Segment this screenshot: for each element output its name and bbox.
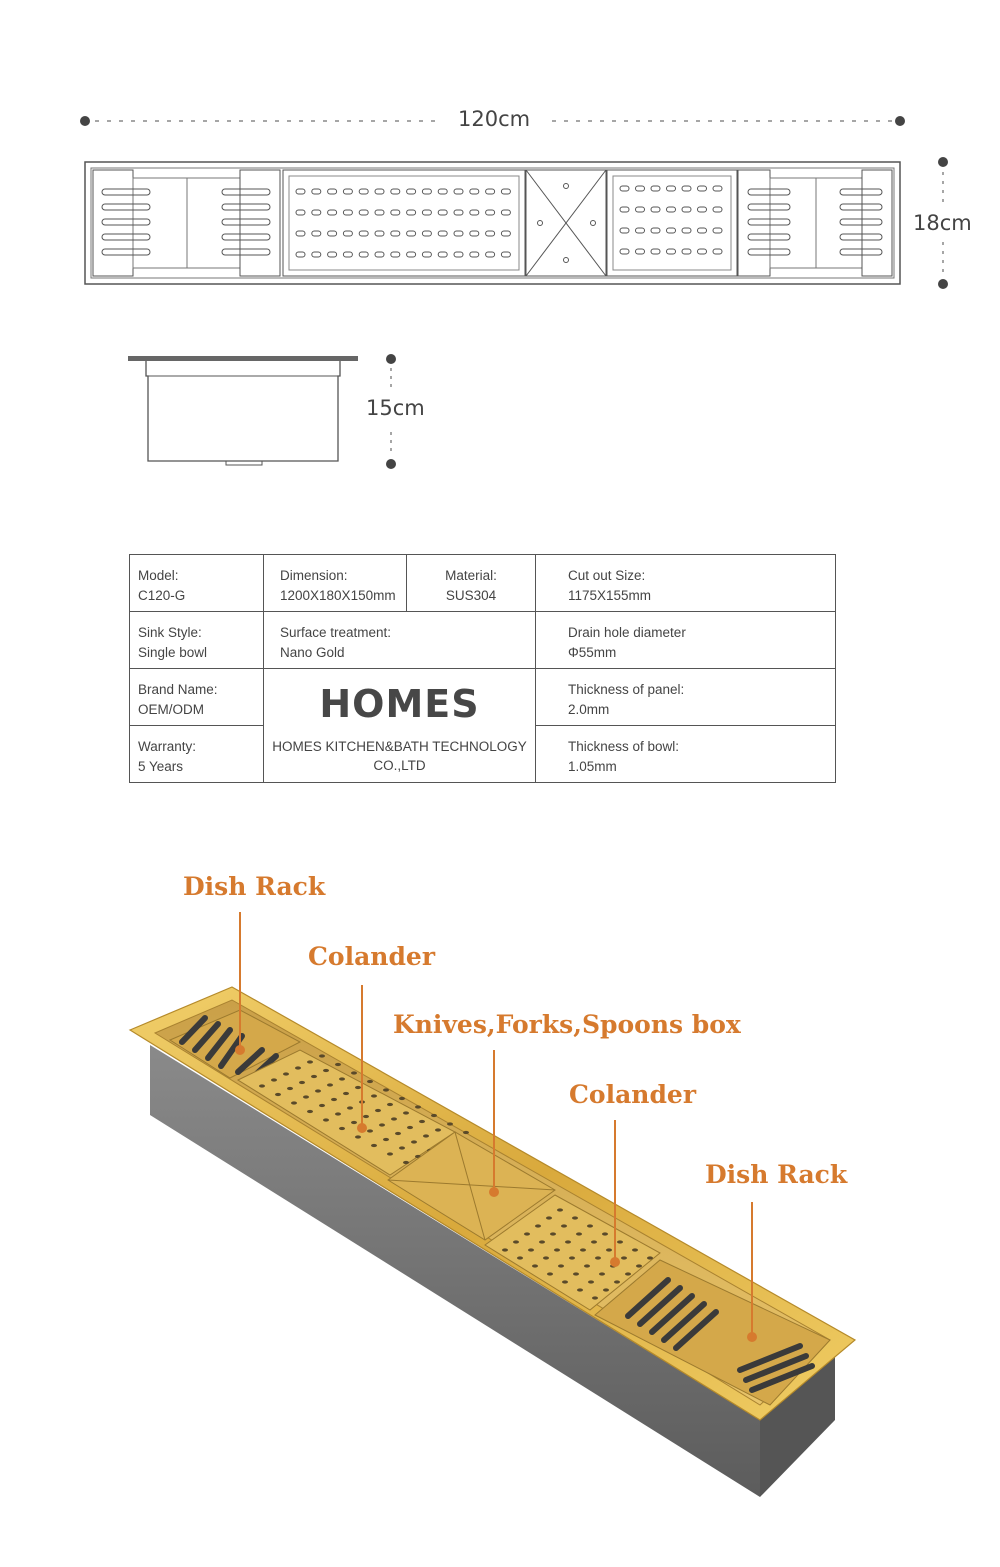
perforation-hole <box>501 189 510 194</box>
perforation-hole <box>283 1072 289 1075</box>
perforation-hole <box>557 1208 563 1211</box>
perforation-hole <box>572 1216 578 1219</box>
perforation-hole <box>470 231 479 236</box>
perforation-hole <box>375 1109 381 1112</box>
perforation-hole <box>454 231 463 236</box>
perforation-hole <box>391 252 400 257</box>
spec-table <box>129 554 836 783</box>
width-dimension-label: 18cm <box>913 211 972 235</box>
perforation-hole <box>554 1248 560 1251</box>
perforation-hole <box>698 249 707 254</box>
perforation-hole <box>569 1256 575 1259</box>
spec-cutout: Cut out Size: 1175X155mm <box>536 555 836 612</box>
perforation-hole <box>517 1256 523 1259</box>
perforation-hole <box>291 1101 297 1104</box>
top-view-drawing <box>0 0 1000 300</box>
perforation-hole <box>395 1132 401 1135</box>
perforation-hole <box>296 252 305 257</box>
callout-dish-rack-left: Dish Rack <box>183 872 326 901</box>
perforation-hole <box>303 1095 309 1098</box>
perforation-hole <box>387 1152 393 1155</box>
perforation-hole <box>580 1248 586 1251</box>
perforation-hole <box>375 231 384 236</box>
perforation-hole <box>636 207 645 212</box>
perforation-hole <box>595 1256 601 1259</box>
perforation-hole <box>470 252 479 257</box>
perforation-hole <box>407 1126 413 1129</box>
perforation-hole <box>535 1224 541 1227</box>
perforation-hole <box>391 210 400 215</box>
spec-surface: Surface treatment: Nano Gold <box>264 612 536 669</box>
perforation-hole <box>307 1060 313 1063</box>
perforation-hole <box>422 210 431 215</box>
perforation-hole <box>407 252 416 257</box>
perforation-hole <box>328 210 337 215</box>
perforation-hole <box>621 1256 627 1259</box>
perforation-hole <box>651 228 660 233</box>
perforation-hole <box>359 210 368 215</box>
perforation-hole <box>312 231 321 236</box>
perforation-hole <box>375 252 384 257</box>
perforation-hole <box>543 1256 549 1259</box>
perforation-hole <box>359 189 368 194</box>
perforation-hole <box>513 1240 519 1243</box>
perforation-hole <box>296 189 305 194</box>
perforation-hole <box>636 186 645 191</box>
perforation-hole <box>399 1097 405 1100</box>
perforation-hole <box>486 252 495 257</box>
callout-colander-left: Colander <box>308 942 436 971</box>
perforation-hole <box>343 231 352 236</box>
perforation-hole <box>486 231 495 236</box>
perforation-hole <box>447 1122 453 1125</box>
perforation-hole <box>614 1280 620 1283</box>
perforation-hole <box>558 1264 564 1267</box>
perforation-hole <box>486 210 495 215</box>
brand-logo-cell <box>264 669 536 783</box>
perforation-hole <box>355 1135 361 1138</box>
perforation-hole <box>435 1128 441 1131</box>
spec-model: Model: C120-G <box>130 555 264 612</box>
perforation-hole <box>383 1088 389 1091</box>
perforation-hole <box>620 207 629 212</box>
perforation-hole <box>287 1087 293 1090</box>
perforation-hole <box>667 228 676 233</box>
perforation-hole <box>315 1089 321 1092</box>
perforation-hole <box>328 231 337 236</box>
perforation-hole <box>312 189 321 194</box>
perforation-hole <box>359 231 368 236</box>
spec-bowl-thickness: Thickness of bowl: 1.05mm <box>536 726 836 783</box>
perforation-hole <box>636 249 645 254</box>
perforation-hole <box>620 228 629 233</box>
perforation-hole <box>419 1120 425 1123</box>
perforation-hole <box>577 1288 583 1291</box>
perforation-hole <box>588 1280 594 1283</box>
perforation-hole <box>565 1240 571 1243</box>
perforation-hole <box>547 1272 553 1275</box>
perforation-hole <box>438 189 447 194</box>
perforation-hole <box>347 1106 353 1109</box>
perforation-hole <box>422 252 431 257</box>
sink-product-illustration <box>0 900 1000 1520</box>
perforation-hole <box>328 252 337 257</box>
spec-drain: Drain hole diameter Φ55mm <box>536 612 836 669</box>
perforation-hole <box>501 252 510 257</box>
perforation-hole <box>339 1127 345 1130</box>
perforation-hole <box>351 1121 357 1124</box>
perforation-hole <box>486 189 495 194</box>
perforation-hole <box>502 1248 508 1251</box>
perforation-hole <box>651 186 660 191</box>
perforation-hole <box>296 210 305 215</box>
perforation-hole <box>328 189 337 194</box>
perforation-hole <box>307 1110 313 1113</box>
perforation-hole <box>351 1071 357 1074</box>
perforation-hole <box>667 186 676 191</box>
perforation-hole <box>411 1140 417 1143</box>
spec-material: Material: SUS304 <box>407 555 536 612</box>
perforation-hole <box>603 1288 609 1291</box>
perforation-hole <box>573 1272 579 1275</box>
perforation-hole <box>713 186 722 191</box>
perforation-hole <box>422 189 431 194</box>
perforation-hole <box>584 1264 590 1267</box>
perforation-hole <box>528 1248 534 1251</box>
perforation-hole <box>339 1077 345 1080</box>
perforation-hole <box>387 1103 393 1106</box>
perforation-hole <box>311 1075 317 1078</box>
callout-cutlery-box: Knives,Forks,Spoons box <box>393 1010 741 1039</box>
spec-brand: Brand Name: OEM/ODM <box>130 669 264 726</box>
perforation-hole <box>713 207 722 212</box>
perforation-hole <box>312 210 321 215</box>
perforation-hole <box>463 1131 469 1134</box>
perforation-hole <box>271 1078 277 1081</box>
perforation-hole <box>399 1146 405 1149</box>
perforation-hole <box>391 1117 397 1120</box>
perforation-hole <box>407 231 416 236</box>
perforation-hole <box>438 231 447 236</box>
spec-sink-style: Sink Style: Single bowl <box>130 612 264 669</box>
perforation-hole <box>295 1066 301 1069</box>
perforation-hole <box>682 207 691 212</box>
perforation-hole <box>470 210 479 215</box>
perforation-hole <box>343 210 352 215</box>
perforation-hole <box>617 1240 623 1243</box>
perforation-hole <box>550 1232 556 1235</box>
perforation-hole <box>343 189 352 194</box>
perforation-hole <box>546 1216 552 1219</box>
perforation-hole <box>501 231 510 236</box>
perforation-hole <box>562 1280 568 1283</box>
perforation-hole <box>323 1069 329 1072</box>
perforation-hole <box>371 1094 377 1097</box>
perforation-hole <box>407 210 416 215</box>
perforation-hole <box>343 252 352 257</box>
perforation-hole <box>319 1054 325 1057</box>
company-name-line2: CO.,LTD <box>373 758 426 773</box>
perforation-hole <box>259 1084 265 1087</box>
perforation-hole <box>343 1092 349 1095</box>
perforation-hole <box>383 1138 389 1141</box>
perforation-hole <box>561 1224 567 1227</box>
perforation-hole <box>698 207 707 212</box>
perforation-hole <box>391 189 400 194</box>
callout-colander-right: Colander <box>569 1080 697 1109</box>
perforation-hole <box>501 210 510 215</box>
perforation-hole <box>367 1129 373 1132</box>
perforation-hole <box>335 1112 341 1115</box>
spec-panel-thickness: Thickness of panel: 2.0mm <box>536 669 836 726</box>
perforation-hole <box>620 249 629 254</box>
perforation-hole <box>682 186 691 191</box>
perforation-hole <box>438 252 447 257</box>
spec-warranty: Warranty: 5 Years <box>130 726 264 783</box>
perforation-hole <box>367 1080 373 1083</box>
perforation-hole <box>698 186 707 191</box>
perforation-hole <box>602 1232 608 1235</box>
perforation-hole <box>312 252 321 257</box>
spec-dimension: Dimension: 1200X180X150mm <box>264 555 407 612</box>
perforation-hole <box>698 228 707 233</box>
perforation-hole <box>319 1104 325 1107</box>
perforation-hole <box>713 249 722 254</box>
perforation-hole <box>651 249 660 254</box>
perforation-hole <box>587 1224 593 1227</box>
depth-dimension-label: 15cm <box>366 396 425 420</box>
perforation-hole <box>636 228 645 233</box>
perforation-hole <box>532 1264 538 1267</box>
perforation-hole <box>363 1115 369 1118</box>
perforation-hole <box>375 210 384 215</box>
perforation-hole <box>355 1086 361 1089</box>
perforation-hole <box>296 231 305 236</box>
perforation-hole <box>379 1123 385 1126</box>
perforation-hole <box>667 249 676 254</box>
perforation-hole <box>470 189 479 194</box>
perforation-hole <box>539 1240 545 1243</box>
perforation-hole <box>636 1264 642 1267</box>
perforation-hole <box>620 186 629 191</box>
perforation-hole <box>576 1232 582 1235</box>
perforation-hole <box>331 1098 337 1101</box>
perforation-hole <box>327 1083 333 1086</box>
perforation-hole <box>422 231 431 236</box>
length-dimension-label: 120cm <box>458 107 531 131</box>
perforation-hole <box>599 1272 605 1275</box>
perforation-hole <box>651 207 660 212</box>
perforation-hole <box>371 1144 377 1147</box>
perforation-hole <box>299 1081 305 1084</box>
callout-dish-rack-right: Dish Rack <box>705 1160 848 1189</box>
perforation-hole <box>335 1063 341 1066</box>
perforation-hole <box>403 1161 409 1164</box>
perforation-hole <box>391 231 400 236</box>
perforation-hole <box>403 1111 409 1114</box>
homes-logo: HOMES <box>319 682 480 726</box>
perforation-hole <box>524 1232 530 1235</box>
perforation-hole <box>591 1240 597 1243</box>
company-name-line1: HOMES KITCHEN&BATH TECHNOLOGY <box>272 739 527 754</box>
perforation-hole <box>625 1272 631 1275</box>
perforation-hole <box>323 1118 329 1121</box>
perforation-hole <box>632 1248 638 1251</box>
perforation-hole <box>359 252 368 257</box>
perforation-hole <box>647 1256 653 1259</box>
perforation-hole <box>682 249 691 254</box>
perforation-hole <box>592 1296 598 1299</box>
perforation-hole <box>375 189 384 194</box>
perforation-hole <box>415 1105 421 1108</box>
perforation-hole <box>423 1134 429 1137</box>
perforation-hole <box>454 189 463 194</box>
perforation-hole <box>275 1093 281 1096</box>
perforation-hole <box>606 1248 612 1251</box>
perforation-hole <box>667 207 676 212</box>
perforation-hole <box>682 228 691 233</box>
perforation-hole <box>431 1114 437 1117</box>
perforation-hole <box>713 228 722 233</box>
perforation-hole <box>438 210 447 215</box>
perforation-hole <box>454 252 463 257</box>
perforation-hole <box>454 210 463 215</box>
perforation-hole <box>407 189 416 194</box>
